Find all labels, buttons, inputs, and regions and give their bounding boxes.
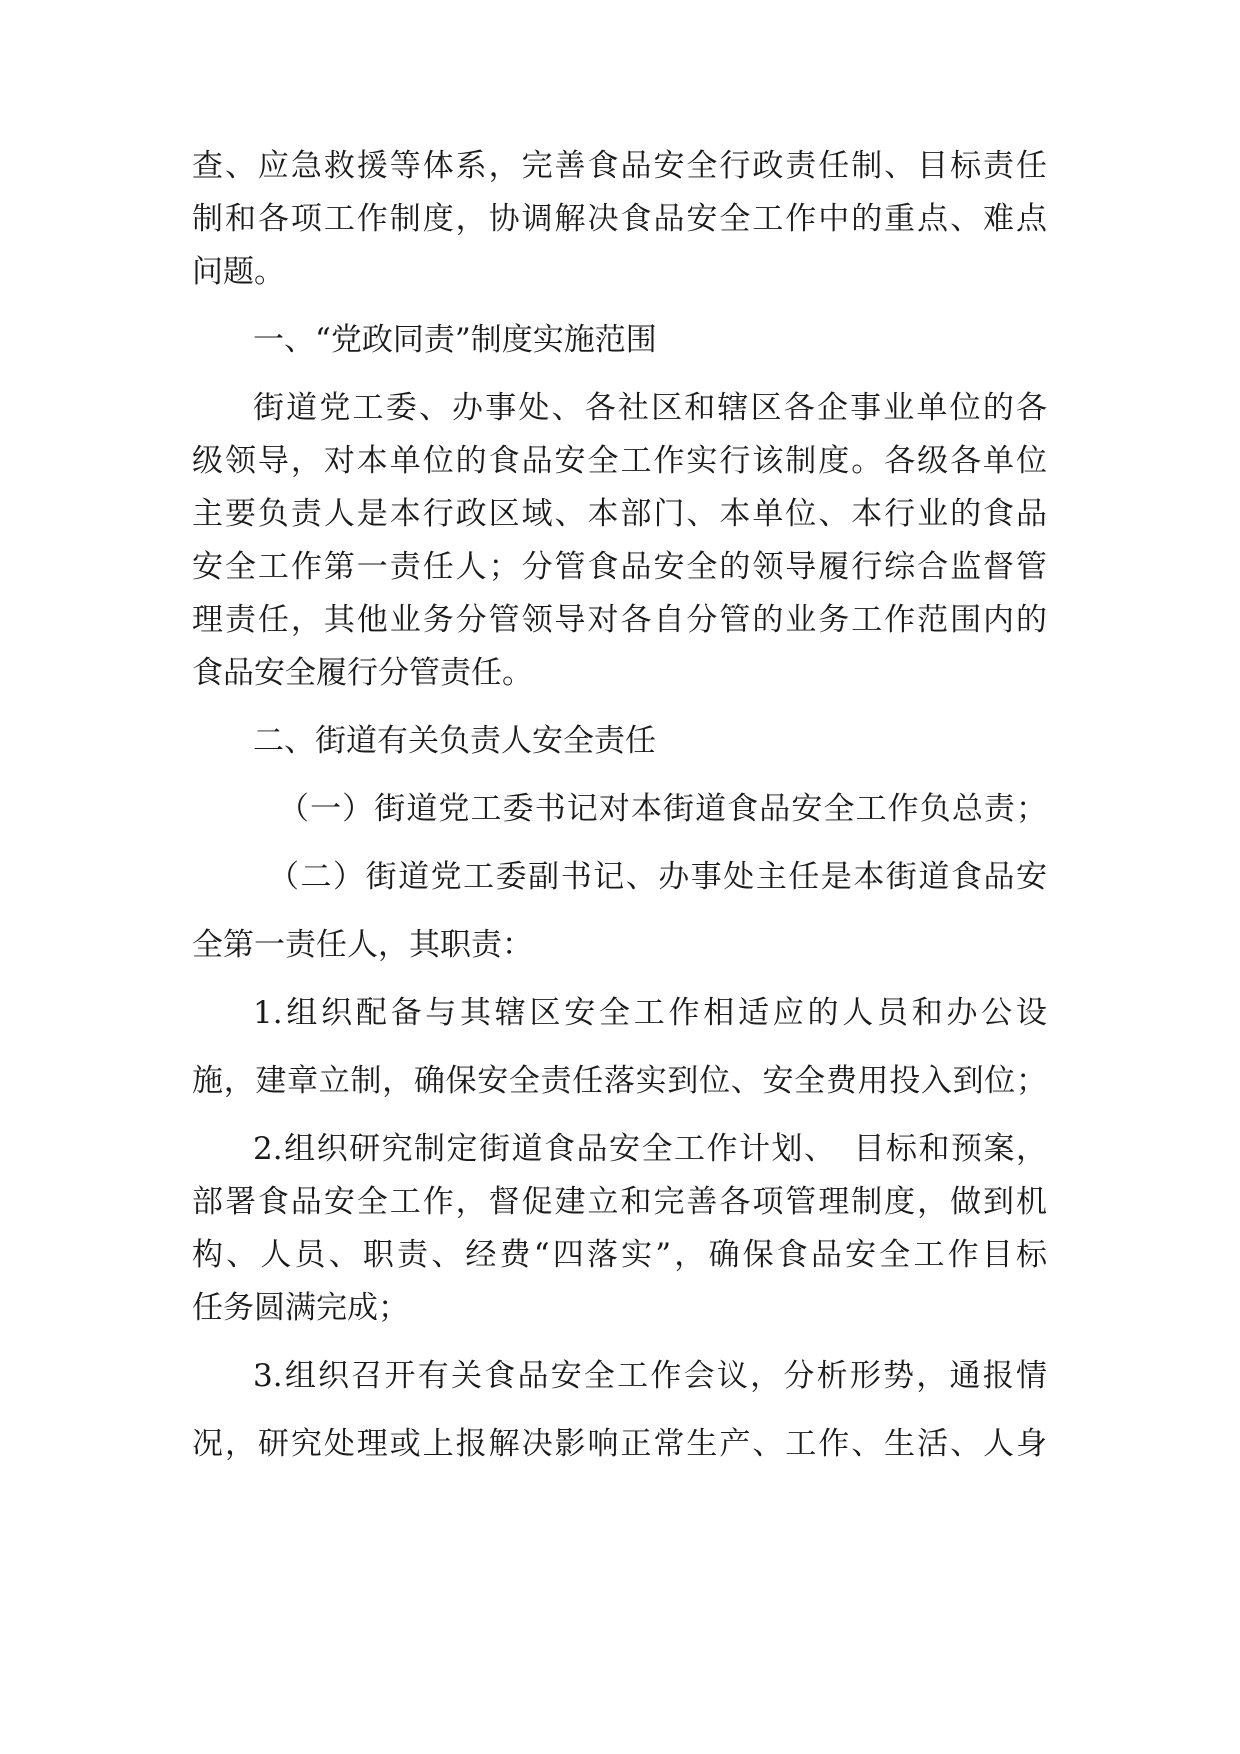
section-heading-2: 二、街道有关负责人安全责任 — [253, 723, 656, 759]
paragraph-line: 级领导，对本单位的食品安全工作实行该制度。各级各单位 — [192, 443, 1047, 479]
paragraph-line: 食品安全履行分管责任。 — [192, 655, 533, 691]
paragraph-line: 全第一责任人，其职责： — [192, 927, 533, 963]
paragraph-line: 问题。 — [192, 254, 285, 290]
paragraph-line: 施，建章立制，确保安全责任落实到位、安全费用投入到位； — [192, 1063, 1047, 1099]
paragraph-line: 理责任，其他业务分管领导对各自分管的业务工作范围内的 — [192, 602, 1047, 638]
paragraph-line: 查、应急救援等体系，完善食品安全行政责任制、目标责任 — [192, 148, 1047, 184]
section-heading-1: 一、“党政同责”制度实施范围 — [253, 322, 657, 358]
list-item: （一）街道党工委书记对本街道食品安全工作负总责； — [278, 791, 1047, 827]
list-item: 2.组织研究制定街道食品安全工作计划、 目标和预案， — [253, 1131, 1047, 1167]
list-item: 3.组织召开有关食品安全工作会议，分析形势，通报情 — [253, 1358, 1047, 1394]
list-item: 1.组织配备与其辖区安全工作相适应的人员和办公设 — [253, 995, 1047, 1031]
paragraph-line: 部署食品安全工作，督促建立和完善各项管理制度，做到机 — [192, 1184, 1047, 1220]
paragraph-line: 主要负责人是本行政区域、本部门、本单位、本行业的食品 — [192, 496, 1047, 532]
paragraph-line: 况，研究处理或上报解决影响正常生产、工作、生活、人身 — [192, 1426, 1047, 1462]
paragraph-line: 安全工作第一责任人；分管食品安全的领导履行综合监督管 — [192, 549, 1047, 585]
paragraph-line: 任务圆满完成； — [192, 1290, 409, 1326]
list-item: （二）街道党工委副书记、办事处主任是本街道食品安 — [268, 859, 1047, 895]
paragraph-line: 制和各项工作制度，协调解决食品安全工作中的重点、难点 — [192, 201, 1047, 237]
paragraph-line: 构、人员、职责、经费“四落实”，确保食品安全工作目标 — [192, 1237, 1047, 1273]
paragraph-line: 街道党工委、办事处、各社区和辖区各企事业单位的各 — [253, 390, 1047, 426]
